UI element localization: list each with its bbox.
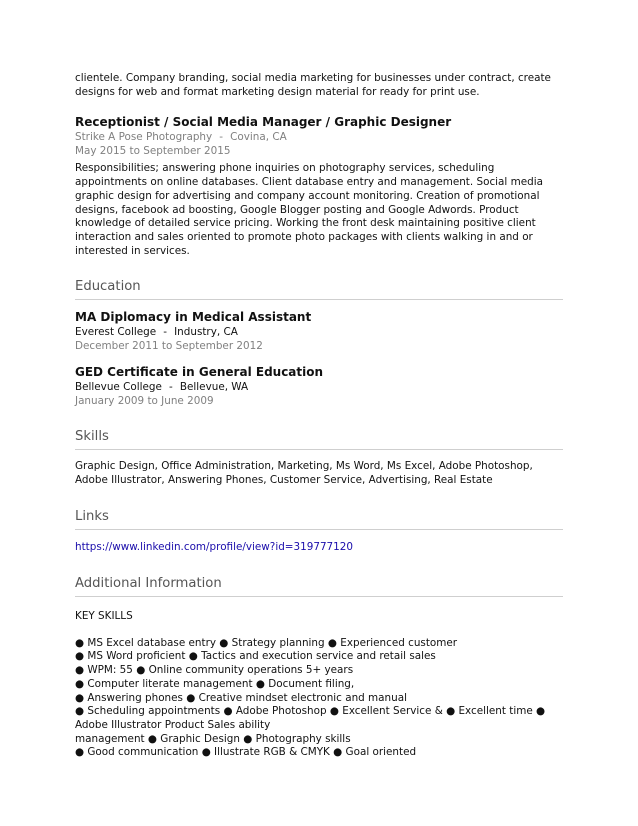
school-line (75, 380, 563, 394)
job-company-line (75, 130, 563, 144)
education-heading: Education (75, 278, 563, 300)
degree-title: GED Certificate in General Education (75, 365, 324, 380)
degree-title: MA Diplomacy in Medical Assistant (75, 310, 312, 325)
skills-section (75, 428, 563, 487)
skills-text: Graphic Design, Office Administration, Marketing, Ms Word, Ms Excel, Adobe Photoshop, Adobe Illustrator, Answering Phones, Customer Service, Advertising, Real Estate (75, 460, 533, 487)
education-item (75, 365, 563, 408)
key-skills-line: ● WPM: 55 ● Online community operations 5+ years (75, 664, 354, 677)
school-name: Bellevue College (75, 381, 162, 394)
key-skills-line: ● Answering phones ● Creative mindset electronic and manual (75, 691, 407, 704)
school-line (75, 325, 563, 339)
links-heading: Links (75, 508, 563, 530)
links-section (75, 508, 563, 554)
additional-heading: Additional Information (75, 575, 563, 597)
key-skills-line: ● MS Word proficient ● Tactics and execution service and retail sales (75, 650, 436, 663)
separator: - (169, 381, 173, 394)
separator: - (219, 131, 224, 144)
education-section (75, 278, 563, 408)
key-skills-label: KEY SKILLS (75, 609, 133, 622)
key-skills-line: ● MS Excel database entry ● Strategy planning ● Experienced customer (75, 636, 458, 649)
linkedin-link[interactable]: https://www.linkedin.com/profile/view?id=319777120 (75, 540, 353, 553)
separator: - (163, 326, 167, 339)
education-item (75, 310, 563, 353)
job-description: Responsibilities; answering phone inquiries on photography services, scheduling appointments on online databases. Client database entry and management. Social media graphic design for advertising and company account monitoring. Creation of promotional designs, facebook ad boosting, Google Blogger posting and Google Adwords. Product knowledge of detailed service pricing. Working the front desk maintaining positive client interaction and sales oriented to promote photo packages with clients walking in and or interested in services. (75, 162, 543, 257)
job-location: Covina, CA (230, 131, 287, 144)
job-dates: May 2015 to September 2015 (75, 145, 231, 158)
job-title: Receptionist / Social Media Manager / Graphic Designer (75, 115, 452, 130)
key-skills-line: ● Scheduling appointments ● Adobe Photoshop ● Excellent Service & ● Excellent time ● Adobe Illustrator Product Sales ability (75, 705, 546, 731)
education-dates: December 2011 to September 2012 (75, 340, 263, 353)
resume-page (75, 72, 563, 760)
school-location: Industry, CA (174, 326, 238, 339)
additional-section (75, 575, 563, 760)
education-dates: January 2009 to June 2009 (75, 395, 214, 408)
job-company: Strike A Pose Photography (75, 131, 213, 144)
key-skills-line: ● Good communication ● Illustrate RGB & CMYK ● Goal oriented (75, 746, 417, 759)
job-entry (75, 115, 563, 258)
school-location: Bellevue, WA (179, 381, 249, 394)
key-skills-line: ● Computer literate management ● Document filing, (75, 677, 355, 690)
skills-heading: Skills (75, 428, 563, 450)
key-skills-line: management ● Graphic Design ● Photography skills (75, 732, 351, 745)
school-name: Everest College (75, 326, 157, 339)
intro-paragraph: clientele. Company branding, social media marketing for businesses under contract, create designs for web and format marketing design material for ready for print use. (75, 72, 551, 98)
